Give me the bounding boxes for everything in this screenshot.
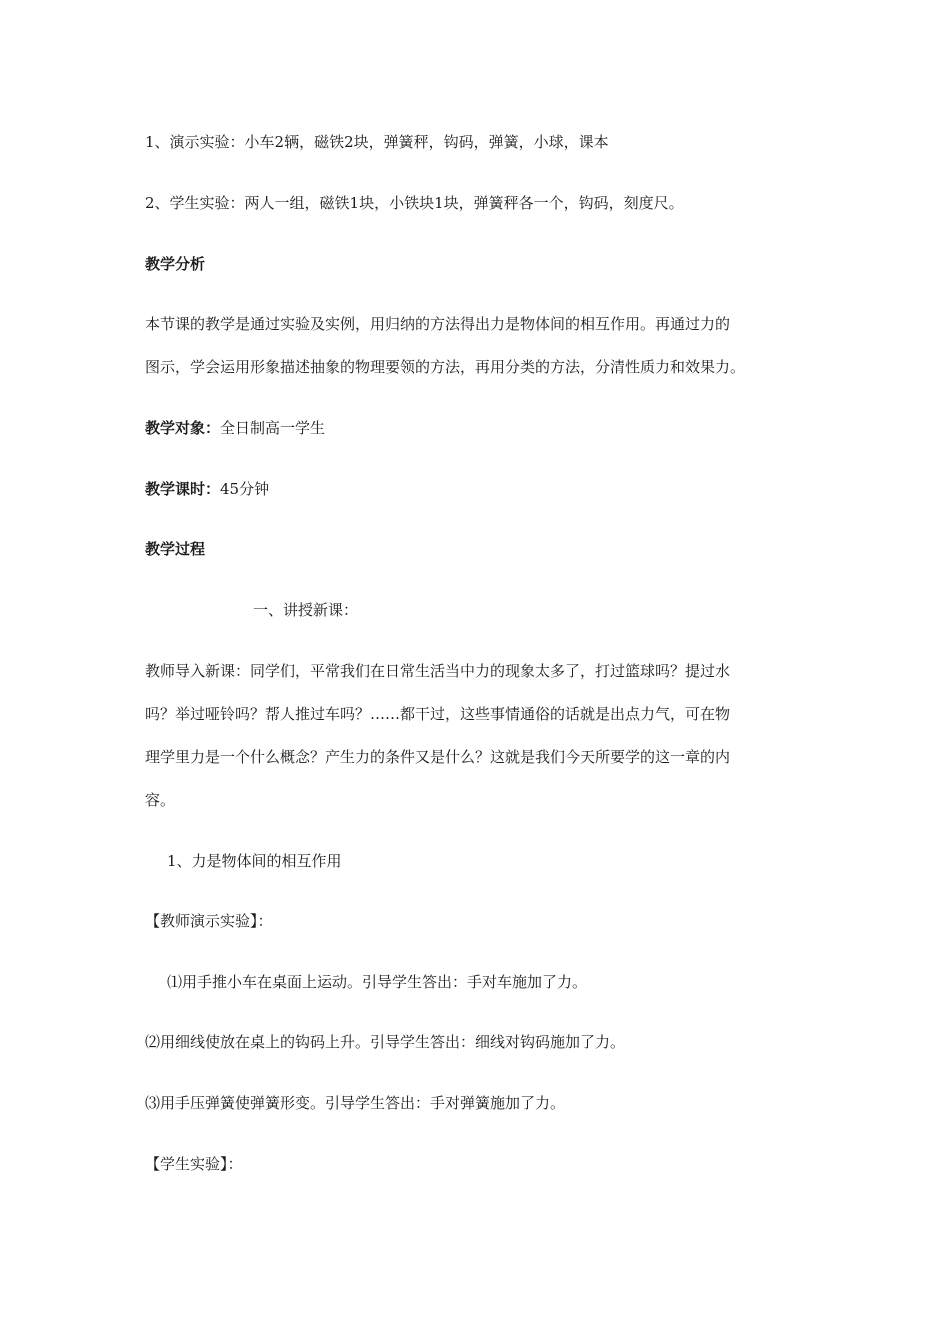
intro-line-2: 吗？举过哑铃吗？帮人推过车吗？……都干过，这些事情通俗的话就是出点力气，可在物 <box>145 705 731 723</box>
analysis-text-line-2: 图示，学会运用形象描述抽象的物理要领的方法，再用分类的方法，分清性质力和效果力。 <box>145 358 746 376</box>
target-value: 全日制高一学生 <box>220 419 326 437</box>
intro-line-3: 理学里力是一个什么概念？产生力的条件又是什么？这就是我们今天所要学的这一章的内 <box>145 748 731 766</box>
process-heading: 教学过程 <box>145 540 206 558</box>
section-heading-1: 一、讲授新课： <box>253 601 359 619</box>
hours-label: 教学课时： <box>145 480 221 498</box>
demo-item-1: ⑴用手推小车在桌面上运动。引导学生答出：手对车施加了力。 <box>167 973 588 991</box>
subsection-heading-1: 1、力是物体间的相互作用 <box>167 852 342 870</box>
student-exp-heading: 【学生实验】： <box>145 1155 243 1173</box>
hours-value: 45分钟 <box>220 480 270 498</box>
hours-row <box>145 479 269 499</box>
analysis-heading: 教学分析 <box>145 255 206 273</box>
target-row <box>145 418 325 438</box>
target-label: 教学对象： <box>145 419 221 437</box>
materials-item-2: 2、学生实验：两人一组，磁铁1块，小铁块1块，弹簧秤各一个，钩码，刻度尺。 <box>145 194 684 212</box>
materials-item-1: 1、演示实验：小车2辆，磁铁2块，弹簧秤，钩码，弹簧，小球，课本 <box>145 133 609 151</box>
intro-line-4: 容。 <box>145 791 176 809</box>
intro-line-1: 教师导入新课：同学们，平常我们在日常生活当中力的现象太多了，打过篮球吗？提过水 <box>145 662 731 680</box>
demo-item-3: ⑶用手压弹簧使弹簧形变。引导学生答出：手对弹簧施加了力。 <box>145 1094 566 1112</box>
demo-item-2: ⑵用细线使放在桌上的钩码上升。引导学生答出：细线对钩码施加了力。 <box>145 1033 626 1051</box>
analysis-text-line-1: 本节课的教学是通过实验及实例，用归纳的方法得出力是物体间的相互作用。再通过力的 <box>145 315 731 333</box>
teacher-demo-heading: 【教师演示实验】： <box>145 912 273 930</box>
